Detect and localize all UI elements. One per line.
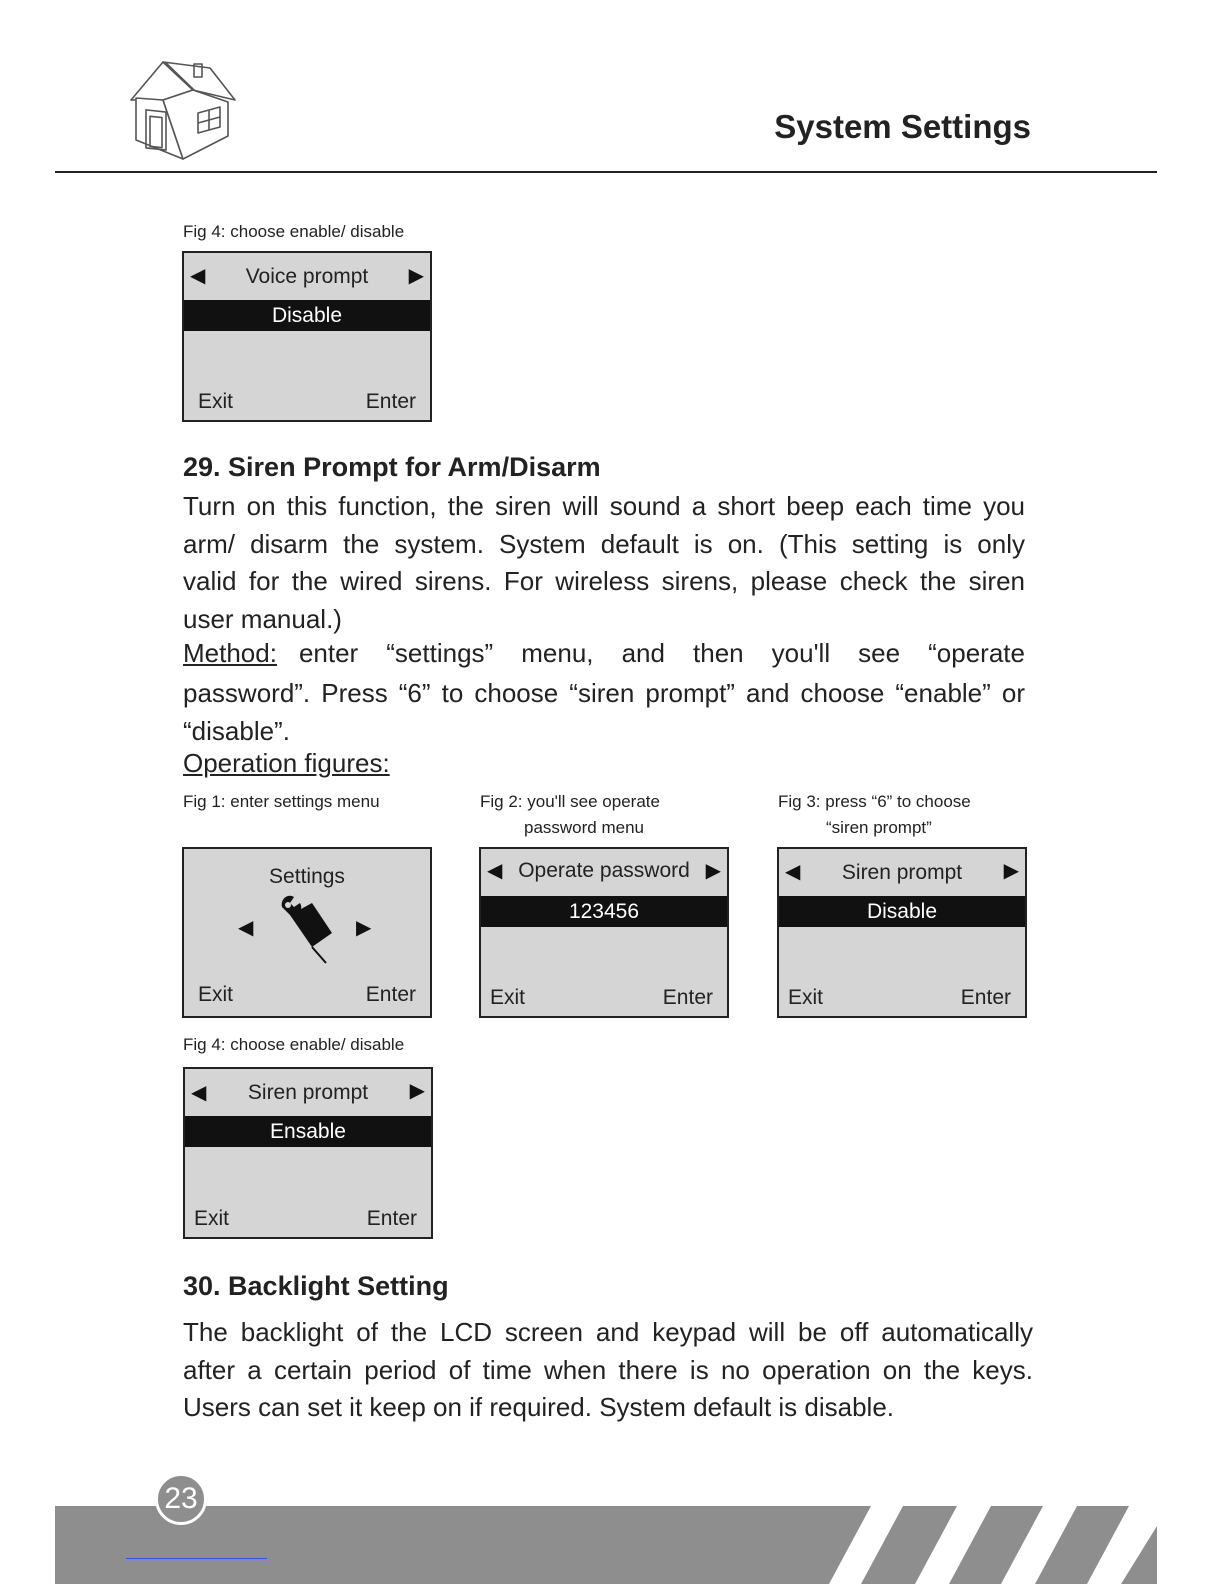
operation-figures-label: Operation figures: — [183, 748, 390, 778]
left-arrow-icon: ◀ — [785, 861, 801, 883]
body-line: The backlight of the LCD screen and keypad will be off automatically — [183, 1317, 1033, 1347]
house-icon — [128, 58, 238, 162]
fig2-caption-line2: password menu — [524, 818, 645, 837]
footer-link-underline — [126, 1558, 267, 1559]
lcd-selected-option: Ensable — [185, 1116, 431, 1147]
lcd-screen-siren-enable — [183, 1067, 433, 1239]
lcd-enter-key: Enter — [365, 983, 416, 1006]
footer-stripes-icon — [55, 1506, 1157, 1584]
settings-tool-icon — [276, 893, 340, 965]
lcd-enter-key: Enter — [662, 986, 713, 1009]
fig-caption-voice: Fig 4: choose enable/ disable — [183, 222, 405, 241]
lcd-title: Siren prompt — [247, 1081, 369, 1104]
lcd-exit-key: Exit — [490, 986, 526, 1009]
lcd-screen-voice-prompt — [182, 251, 432, 422]
lcd-selected-option: Disable — [779, 896, 1025, 927]
method-line: enter “settings” menu, and then you'll see “operate — [298, 638, 1025, 668]
body-line: valid for the wired sirens. For wireless sirens, please check the siren — [183, 566, 1025, 596]
fig4-caption: Fig 4: choose enable/ disable — [183, 1035, 405, 1054]
lcd-exit-key: Exit — [194, 1207, 230, 1230]
lcd-exit-key: Exit — [788, 986, 824, 1009]
lcd-title: Siren prompt — [841, 861, 963, 884]
right-arrow-icon: ▶ — [408, 265, 424, 287]
lcd-selected-option: 123456 — [481, 896, 727, 927]
footer-bar — [55, 1506, 1157, 1584]
lcd-exit-key: Exit — [198, 983, 234, 1006]
lcd-title: Settings — [269, 865, 345, 888]
fig1-caption: Fig 1: enter settings menu — [183, 792, 380, 811]
body-line: Turn on this function, the siren will sound a short beep each time you — [183, 491, 1025, 521]
lcd-screen-siren-prompt — [777, 847, 1027, 1018]
section-30-body — [183, 1314, 1033, 1427]
right-arrow-icon: ▶ — [356, 917, 372, 939]
body-line: arm/ disarm the system. System default is on. (This setting is only — [183, 528, 1025, 559]
lcd-enter-key: Enter — [960, 986, 1011, 1009]
lcd-title: Operate password — [518, 859, 690, 882]
left-arrow-icon: ◀ — [487, 860, 503, 882]
right-arrow-icon: ▶ — [1003, 860, 1019, 882]
fig3-caption-line2: “siren prompt” — [826, 818, 932, 837]
fig3-caption-line1: Fig 3: press “6” to choose — [778, 792, 971, 811]
lcd-title: Voice prompt — [245, 265, 369, 288]
page-header-title: System Settings — [774, 108, 1031, 145]
left-arrow-icon: ◀ — [238, 917, 254, 939]
right-arrow-icon: ▶ — [409, 1080, 425, 1102]
lcd-enter-key: Enter — [366, 1207, 417, 1230]
lcd-screen-settings — [182, 847, 432, 1018]
header-divider — [55, 171, 1157, 173]
section-29-method — [183, 635, 1025, 751]
page-number: 23 — [155, 1473, 207, 1525]
section-heading-30: 30. Backlight Setting — [183, 1271, 449, 1301]
method-label: Method: — [183, 638, 277, 668]
body-line: Users can set it keep on if required. System default is disable. — [183, 1392, 895, 1422]
section-29-body — [183, 488, 1025, 638]
lcd-selected-option: Disable — [184, 300, 430, 331]
lcd-enter-key: Enter — [365, 390, 416, 413]
method-line: “disable”. — [183, 716, 290, 746]
method-line: password”. Press “6” to choose “siren prompt” and choose “enable” or — [183, 677, 1025, 708]
body-line: after a certain period of time when there is no operation on the keys. — [183, 1354, 1033, 1385]
section-heading-29: 29. Siren Prompt for Arm/Disarm — [183, 452, 601, 482]
lcd-screen-operate-password — [479, 847, 729, 1018]
right-arrow-icon: ▶ — [705, 860, 721, 882]
left-arrow-icon: ◀ — [191, 1082, 207, 1104]
lcd-exit-key: Exit — [198, 390, 234, 413]
left-arrow-icon: ◀ — [190, 265, 206, 287]
body-line: user manual.) — [183, 603, 342, 634]
fig2-caption-line1: Fig 2: you'll see operate — [480, 792, 660, 811]
